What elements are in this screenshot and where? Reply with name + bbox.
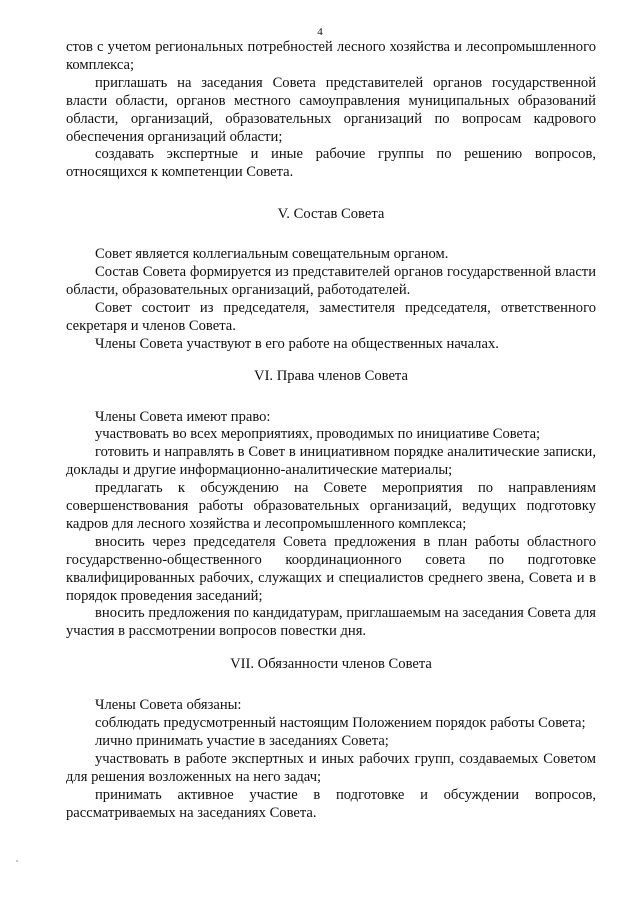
page-number: 4 <box>317 26 323 38</box>
paragraph: Совет является коллегиальным совещательным органом. <box>95 246 449 263</box>
paragraph: Совет состоит из председателя, заместителя председателя, ответственного секретаря и членов Совета. <box>66 299 596 334</box>
paragraph: вносить предложения по кандидатурам, приглашаемым на заседания Совета для участия в рассмотрении вопросов повестки дня. <box>66 605 596 640</box>
paragraph: лично принимать участие в заседаниях Совета; <box>95 733 389 749</box>
paragraph: вносить через председателя Совета предложения в план работы областного государственно-общественного координационного совета по подготовке квалифицированных рабочих, служащих и специалистов среднего звена, Совета и в порядок проведения заседаний; <box>66 533 596 604</box>
paragraph: стов с учетом региональных потребностей лесного хозяйства и лесопромышленного комплекса; <box>66 39 596 73</box>
section-heading-6: VI. Права членов Совета <box>254 367 408 384</box>
paragraph: Состав Совета формируется из представителей органов государственной власти области, образовательных организаций, работодателей. <box>66 264 596 298</box>
paragraph: участвовать во всех мероприятиях, проводимых по инициативе Совета; <box>95 426 541 443</box>
paragraph: принимать активное участие в подготовке и обсуждении вопросов, рассматриваемых на заседаниях Совета. <box>66 786 596 821</box>
paragraph: Члены Совета обязаны: <box>95 697 242 714</box>
document-body <box>66 39 596 823</box>
paragraph: Члены Совета имеют право: <box>95 408 271 425</box>
paragraph: участвовать в работе экспертных и иных рабочих групп, создаваемых Советом для решения возложенных на него задач; <box>66 750 596 785</box>
paragraph: предлагать к обсуждению на Совете мероприятия по направлениям совершенствования работы образовательных организаций, ведущих подготовку кадров для лесного хозяйства и лесопромышленного комплекса; <box>66 480 596 532</box>
paragraph: Члены Совета участвуют в его работе на общественных началах. <box>95 335 499 352</box>
scan-speck <box>16 860 18 862</box>
section-heading-7: VII. Обязанности членов Совета <box>230 656 432 673</box>
paragraph: соблюдать предусмотренный настоящим Положением порядок работы Совета; <box>95 715 586 732</box>
paragraph: создавать экспертные и иные рабочие группы по решению вопросов, относящихся к компетенции Совета. <box>66 146 596 181</box>
section-heading-5: V. Состав Совета <box>277 206 385 223</box>
paragraph: приглашать на заседания Совета представителей органов государственной власти области, органов местного самоуправления муниципальных образований области, организаций, образовательных организаций по вопросам кадрового обеспечения организаций области; <box>66 74 596 145</box>
paragraph: готовить и направлять в Совет в инициативном порядке аналитические записки, доклады и другие информационно-аналитические материалы; <box>66 444 596 479</box>
